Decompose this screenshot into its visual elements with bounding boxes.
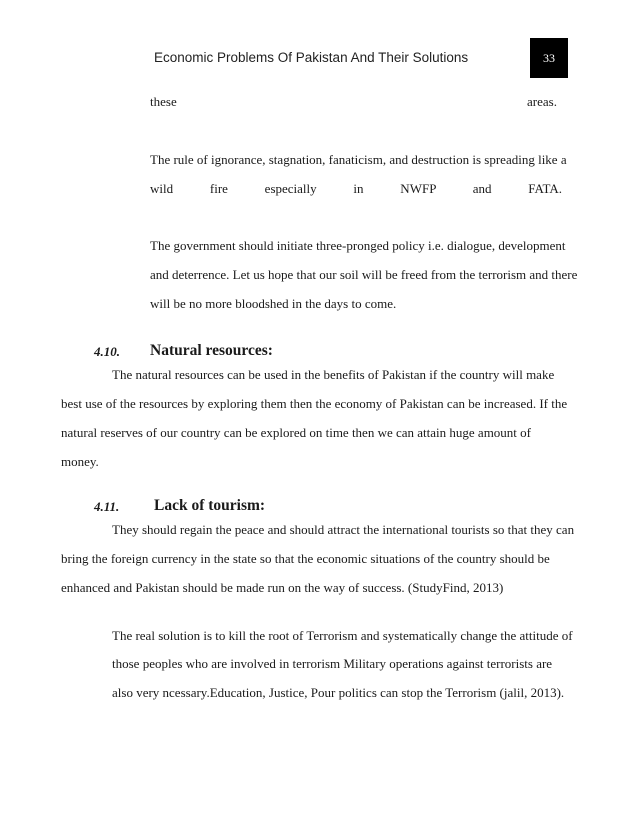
- text-line: The real solution is to kill the root of Terrorism and systematically change the attitude of: [112, 628, 573, 643]
- text-line: best use of the resources by exploring them then the economy of Pakistan can be increased. If the: [61, 396, 568, 411]
- section-heading: Lack of tourism:: [154, 497, 266, 514]
- page-number: 33: [530, 38, 568, 78]
- section-number: 4.10.: [94, 344, 120, 359]
- text-line: bring the foreign currency in the state so that the economic situations of the country should be: [61, 551, 550, 566]
- text-line: those peoples who are involved in terrorism Military operations against terrorists are: [112, 656, 553, 671]
- text-line: The natural resources can be used in the benefits of Pakistan if the country will make: [112, 367, 555, 382]
- text-line: wild fire especially in NWFP and FATA.: [150, 181, 562, 196]
- section-heading: Natural resources:: [150, 342, 273, 359]
- text-line: will be no more bloodshed in the days to come.: [150, 296, 397, 311]
- text-line: The government should initiate three-pronged policy i.e. dialogue, development: [150, 238, 566, 253]
- text-line: natural reserves of our country can be explored on time then we can attain huge amount of: [61, 425, 531, 440]
- section-number: 4.11.: [94, 499, 120, 514]
- header-title: Economic Problems Of Pakistan And Their Solutions: [154, 50, 469, 65]
- text-line: The rule of ignorance, stagnation, fanaticism, and destruction is spreading like a: [150, 152, 567, 167]
- text-line: areas.: [527, 94, 557, 109]
- text-line: They should regain the peace and should attract the international tourists so that they can: [112, 522, 575, 537]
- text-line: and deterrence. Let us hope that our soil will be freed from the terrorism and there: [150, 267, 578, 282]
- text-line: enhanced and Pakistan should be made run on the way of success. (StudyFind, 2013): [61, 580, 504, 595]
- text-line: also very ncessary.Education, Justice, Pour politics can stop the Terrorism (jalil, 2013).: [112, 685, 565, 700]
- text-line: money.: [61, 454, 99, 469]
- text-line: these: [150, 94, 177, 109]
